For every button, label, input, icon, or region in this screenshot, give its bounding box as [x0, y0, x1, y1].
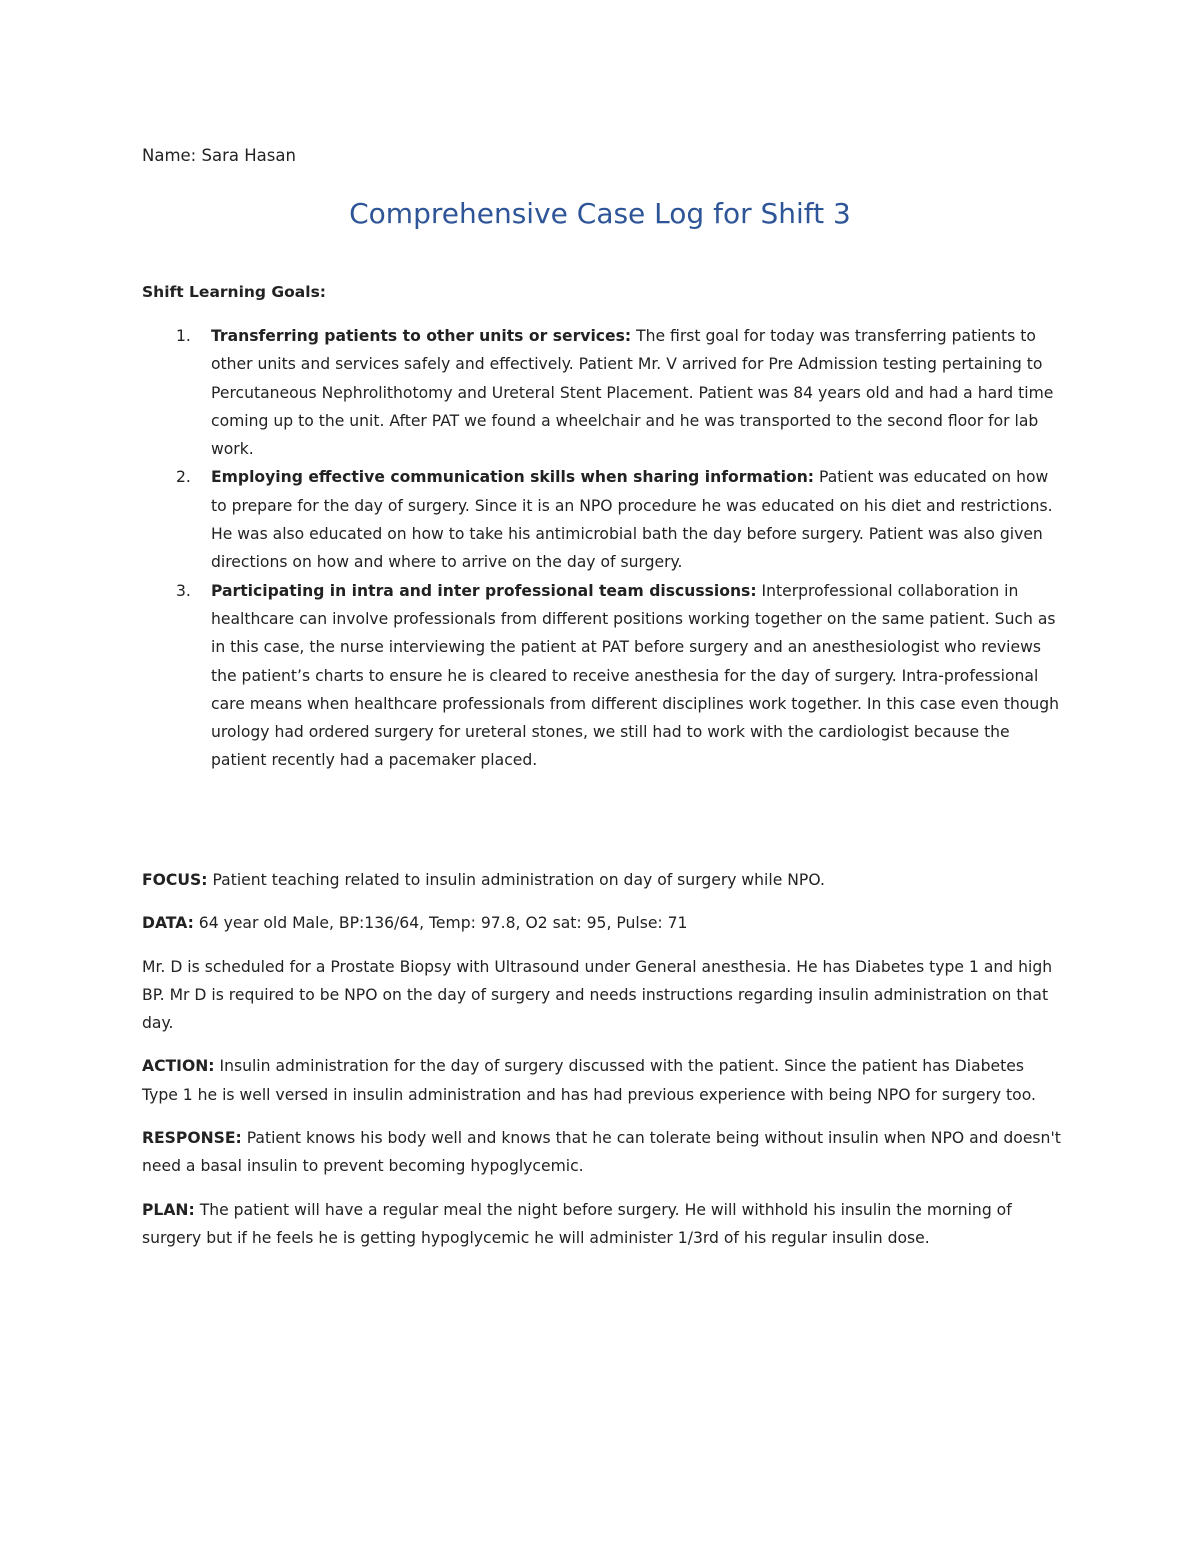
goal-title: Transferring patients to other units or services:	[211, 327, 632, 345]
response-label: RESPONSE:	[142, 1129, 242, 1148]
action-label: ACTION:	[142, 1057, 215, 1076]
goal-text: The first goal for today was transferring patients to other units and services safely and effectively. Patient Mr. V arrived for Pre Admission testing pertaining to Percutaneous Nephrolithotomy and Ureteral Stent Placement. Patient was 84 years old and had a hard time coming up to the unit. After PAT we found a wheelchair and he was transported to the second floor for lab work.	[211, 327, 1054, 459]
focus-label: FOCUS:	[142, 871, 208, 889]
goal-number: 3.	[176, 581, 191, 600]
student-name-line	[142, 144, 296, 168]
soapie-note	[142, 866, 1062, 1267]
data-label: DATA:	[142, 914, 194, 933]
focus-text: Patient teaching related to insulin administration on day of surgery while NPO.	[212, 871, 825, 889]
action-paragraph	[142, 1052, 1062, 1109]
goal-number: 1.	[176, 327, 191, 345]
data-paragraph	[142, 909, 1062, 937]
data-text: 64 year old Male, BP:136/64, Temp: 97.8, O2 sat: 95, Pulse: 71	[198, 914, 688, 933]
goal-item	[142, 463, 1062, 576]
goal-text: Patient was educated on how to prepare for the day of surgery. Since it is an NPO procedure he was educated on his diet and restrictions. He was also educated on how to take his antimicrobial bath the day before surgery. Patient was also given directions on how and where to arrive on the day of surgery.	[211, 468, 1053, 572]
plan-label: PLAN:	[142, 1200, 195, 1219]
action-text: Insulin administration for the day of surgery discussed with the patient. Since the patient has Diabetes Type 1 he is well versed in insulin administration and has had previous experience with being NPO for surgery too.	[142, 1057, 1036, 1104]
response-text: Patient knows his body well and knows that he can tolerate being without insulin when NPO and doesn't need a basal insulin to prevent becoming hypoglycemic.	[142, 1129, 1061, 1176]
goal-title: Participating in intra and inter professional team discussions:	[211, 581, 757, 600]
focus-paragraph	[142, 866, 1062, 894]
data-detail-paragraph: Mr. D is scheduled for a Prostate Biopsy with Ultrasound under General anesthesia. He has Diabetes type 1 and high BP. Mr D is required to be NPO on the day of surgery and needs instructions regarding insulin administration on that day.	[142, 957, 1053, 1033]
name-label: Name:	[142, 146, 197, 165]
plan-text: The patient will have a regular meal the night before surgery. He will withhold his insulin the morning of surgery but if he feels he is getting hypoglycemic he will administer 1/3rd of his regular insulin dose.	[142, 1200, 1012, 1247]
goal-item	[142, 322, 1062, 463]
goal-title: Employing effective communication skills when sharing information:	[211, 468, 815, 487]
goal-text: Interprofessional collaboration in healthcare can involve professionals from different positions working together on the same patient. Such as in this case, the nurse interviewing the patient at PAT before surgery and an anesthesiologist who reviews the patient’s charts to ensure he is cleared to receive anesthesia for the day of surgery. Intra-professional care means when healthcare professionals from different disciplines work together. In this case even though urology had ordered surgery for ureteral stones, we still had to work with the cardiologist because the patient recently had a pacemaker placed.	[211, 581, 1060, 770]
goal-number: 2.	[176, 468, 191, 487]
plan-paragraph	[142, 1196, 1062, 1253]
page-title: Comprehensive Case Log for Shift 3	[349, 197, 851, 230]
goal-item	[142, 577, 1062, 775]
response-paragraph	[142, 1124, 1062, 1181]
name-value: Sara Hasan	[201, 146, 296, 165]
goals-heading: Shift Learning Goals:	[142, 283, 326, 301]
goals-list	[142, 322, 1062, 775]
